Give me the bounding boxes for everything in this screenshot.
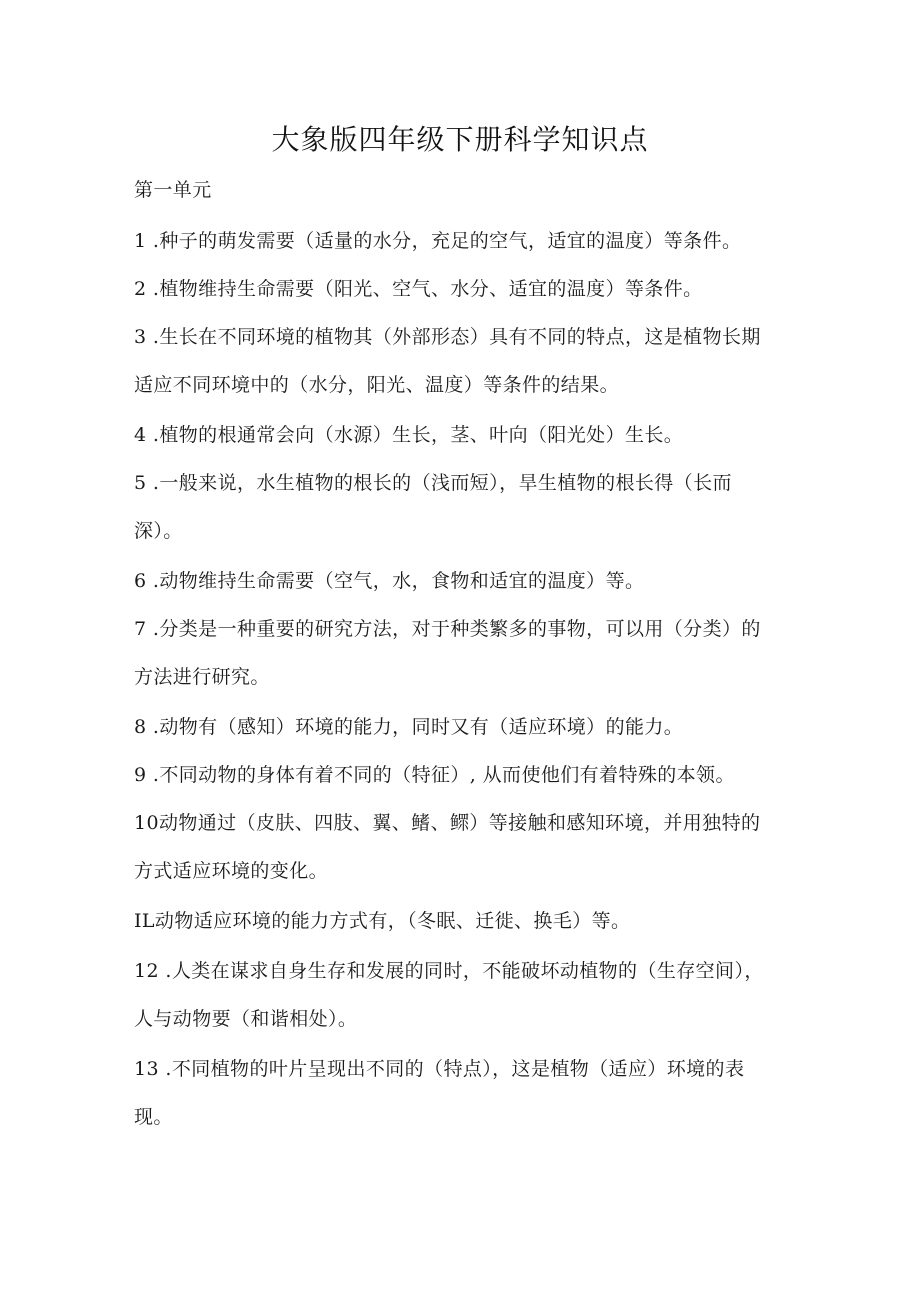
list-item-continuation: 适应不同环境中的（水分，阳光、温度）等条件的结果。 xyxy=(134,374,620,396)
list-item: IL动物适应环境的能力方式有，（冬眠、迁徙、换毛）等。 xyxy=(134,910,631,932)
unit-heading: 第一单元 xyxy=(134,179,212,201)
list-item-continuation: 深）。 xyxy=(134,520,183,542)
list-item: 10动物通过（皮肤、四肢、翼、鳍、鳏）等接触和感知环境，并用独特的 xyxy=(134,812,761,834)
list-item: 2 .植物维持生命需要（阳光、空气、水分、适宜的温度）等条件。 xyxy=(134,278,703,300)
list-item-continuation: 人与动物要（和谐相处）。 xyxy=(134,1008,358,1030)
list-item: 13 .不同植物的叶片呈现出不同的（特点），这是植物（适应）环境的表 xyxy=(134,1058,745,1080)
list-item-continuation: 方法进行研究。 xyxy=(134,666,270,688)
list-item: 9 .不同动物的身体有着不同的（特征）, 从而使他们有着特殊的本领。 xyxy=(134,764,735,786)
list-item: 1 .种子的萌发需要（适量的水分，充足的空气，适宜的温度）等条件。 xyxy=(134,230,742,252)
list-item: 5 .一般来说，水生植物的根长的（浅而短），旱生植物的根长得（长而 xyxy=(134,472,732,494)
list-item-continuation: 方式适应环境的变化。 xyxy=(134,860,329,882)
list-item-continuation: 现。 xyxy=(134,1106,173,1128)
list-item: 3 .生长在不同环境的植物其（外部形态）具有不同的特点，这是植物长期 xyxy=(134,326,761,348)
list-item: 6 .动物维持生命需要（空气，水，食物和适宜的温度）等。 xyxy=(134,570,645,592)
list-item: 12 .人类在谋求自身生存和发展的同时，不能破坏动植物的（生存空间）， xyxy=(134,960,764,982)
page-title: 大象版四年级下册科学知识点 xyxy=(271,123,649,156)
list-item: 4 .植物的根通常会向（水源）生长，茎、叶向（阳光处）生长。 xyxy=(134,424,684,446)
list-item: 8 .动物有（感知）环境的能力，同时又有（适应环境）的能力。 xyxy=(134,716,684,738)
list-item: 7 .分类是一种重要的研究方法，对于种类繁多的事物，可以用（分类）的 xyxy=(134,618,761,640)
